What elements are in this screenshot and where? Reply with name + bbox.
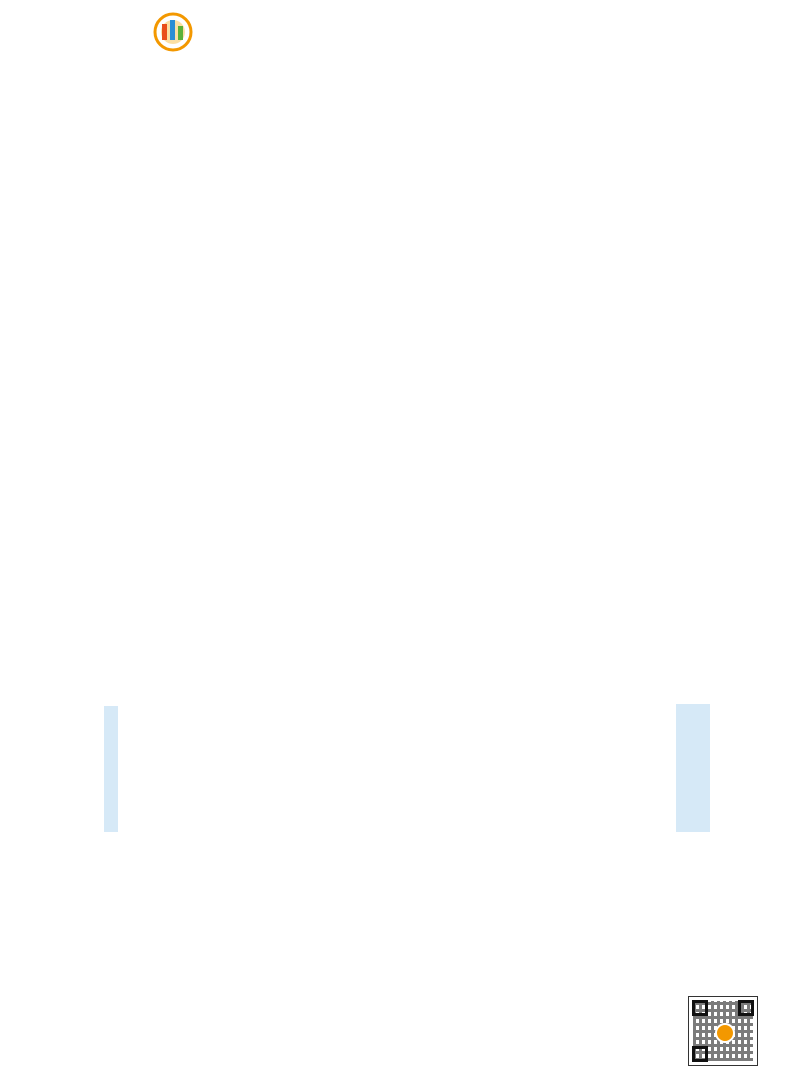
document-body: [118, 90, 678, 112]
logo-emblem-icon: [128, 10, 238, 54]
watermark-bar-right: [676, 704, 710, 832]
qr-code-icon: [688, 996, 758, 1066]
logo: [128, 10, 238, 70]
watermark-bar-left: [104, 706, 118, 832]
